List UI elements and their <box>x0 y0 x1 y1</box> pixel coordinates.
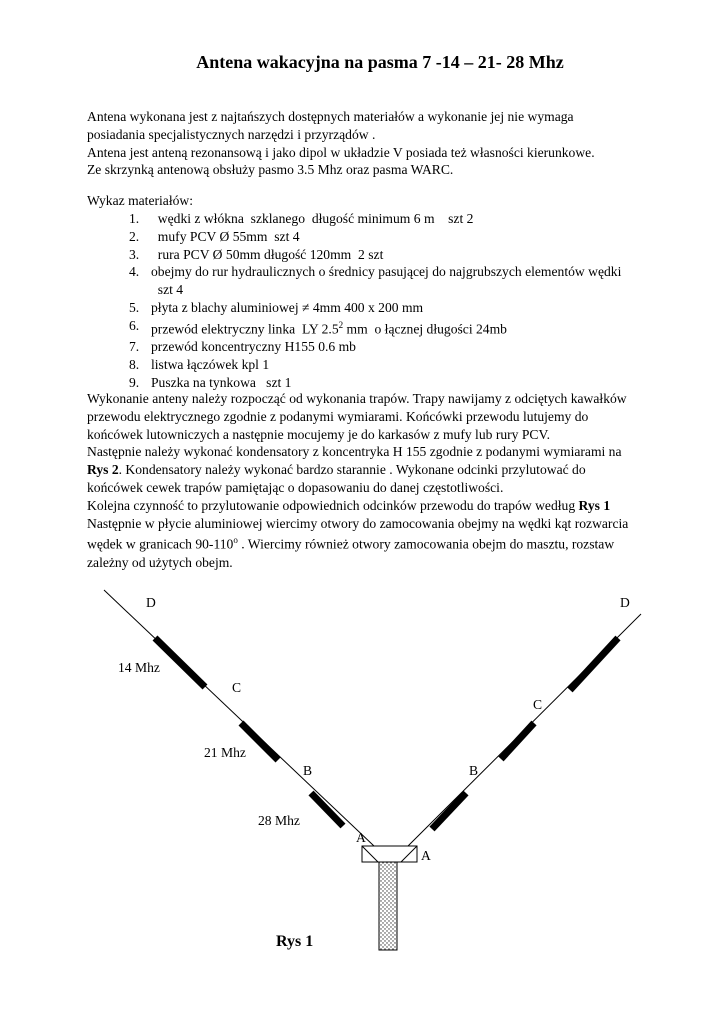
list-text: wędki z włókna szklanego długość minimum 6 m szt 2 <box>151 211 474 226</box>
list-text: mm o łącznej długości 24mb <box>343 321 507 337</box>
list-text: przewód elektryczny linka LY 2.5 <box>151 321 339 337</box>
text-line: Następnie w płycie aluminiowej wiercimy otwory do zamocowania obejmy na wędki kąt rozwarcia <box>87 515 629 531</box>
superscript: o <box>233 535 238 546</box>
list-number: 4. <box>129 264 140 280</box>
label-c-right: C <box>533 697 543 712</box>
list-text: obejmy do rur hydraulicznych o średnicy pasującej do najgrubszych elementów wędki <box>151 264 622 280</box>
label-b-left: B <box>303 763 313 778</box>
list-number: 3. <box>129 246 140 262</box>
trap-left-21 <box>241 723 278 760</box>
text-span: wędek w granicach 90-110 <box>87 536 234 552</box>
figure-caption: Rys 1 <box>276 933 314 950</box>
trap-right-28 <box>432 793 466 829</box>
list-number: 9. <box>129 374 140 390</box>
list-number: 5. <box>129 299 140 315</box>
text-line: końcówek cewek trapów pamiętając o dopasowaniu do danej częstotliwości. <box>87 479 504 495</box>
text-line: Wykonanie anteny należy rozpocząć od wykonania trapów. Trapy nawijamy z odciętych kawałków <box>87 391 627 406</box>
list-number: 7. <box>129 339 140 355</box>
list-text: rura PCV Ø 50mm długość 120mm 2 szt <box>151 246 384 262</box>
list-text: szt 4 <box>151 282 184 298</box>
list-number: 1. <box>129 211 140 226</box>
label-a-right: A <box>421 848 431 863</box>
text-line: Następnie należy wykonać kondensatory z koncentryka H 155 zgodnie z podanymi wymiarami na <box>87 444 622 460</box>
mast <box>379 862 397 950</box>
text-span: Kolejna czynność to przylutowanie odpowiednich odcinków przewodu do trapów według <box>87 497 579 513</box>
list-number: 6. <box>129 317 140 333</box>
figure-reference: Rys 1 <box>578 497 611 513</box>
label-28-mhz: 28 Mhz <box>258 813 300 828</box>
list-number: 8. <box>129 356 140 372</box>
text-line: zależny od użytych obejm. <box>87 554 233 570</box>
label-14-mhz: 14 Mhz <box>118 660 160 675</box>
list-text: płyta z blachy aluminiowej ≠ 4mm 400 x 200 mm <box>151 299 424 315</box>
list-text: listwa łączówek kpl 1 <box>151 356 270 372</box>
intro-line: Antena jest anteną rezonansową i jako dipol w układzie V posiada też własności kierunkowe. <box>87 144 595 160</box>
text-line: przewodu elektrycznego zgodnie z podanymi wymiarami. Końcówki przewodu lutujemy do <box>87 408 589 424</box>
trap-right-21 <box>501 723 534 759</box>
label-c-left: C <box>232 680 242 695</box>
label-21-mhz: 21 Mhz <box>204 745 246 760</box>
trap-left-28 <box>311 793 343 826</box>
text-span: . Kondensatory należy wykonać bardzo starannie . Wykonane odcinki przylutować do <box>118 462 586 478</box>
label-d-left: D <box>146 595 156 610</box>
left-arm-wire <box>104 590 374 846</box>
label-b-right: B <box>469 763 479 778</box>
list-text: przewód koncentryczny H155 0.6 mb <box>151 339 356 355</box>
materials-heading: Wykaz materiałów: <box>87 193 193 208</box>
intro-line: Ze skrzynką antenową obsłuży pasmo 3.5 Mhz oraz pasma WARC. <box>87 162 454 178</box>
page-title: Antena wakacyjna na pasma 7 -14 – 21- 28 Mhz <box>196 52 564 72</box>
text-span: . Wiercimy również otwory zamocowania obejm do masztu, rozstaw <box>237 536 615 552</box>
superscript: 2 <box>338 319 344 330</box>
text-line: końcówek lutowniczych a następnie mocujemy je do karkasów z mufy lub rury PCV. <box>87 426 550 442</box>
intro-line: posiadania specjalistycznych narzędzi i przyrządów . <box>87 126 376 142</box>
list-number: 2. <box>129 228 140 244</box>
label-d-right: D <box>620 595 630 610</box>
label-a-left: A <box>356 830 366 845</box>
intro-line: Antena wykonana jest z najtańszych dostępnych materiałów a wykonanie jej nie wymaga <box>87 109 574 124</box>
figure-reference: Rys 2 <box>87 462 119 478</box>
trap-right-14 <box>570 638 618 690</box>
trap-left-14 <box>155 638 205 687</box>
list-text: mufy PCV Ø 55mm szt 4 <box>151 228 300 244</box>
list-text: Puszka na tynkowa szt 1 <box>151 374 292 390</box>
